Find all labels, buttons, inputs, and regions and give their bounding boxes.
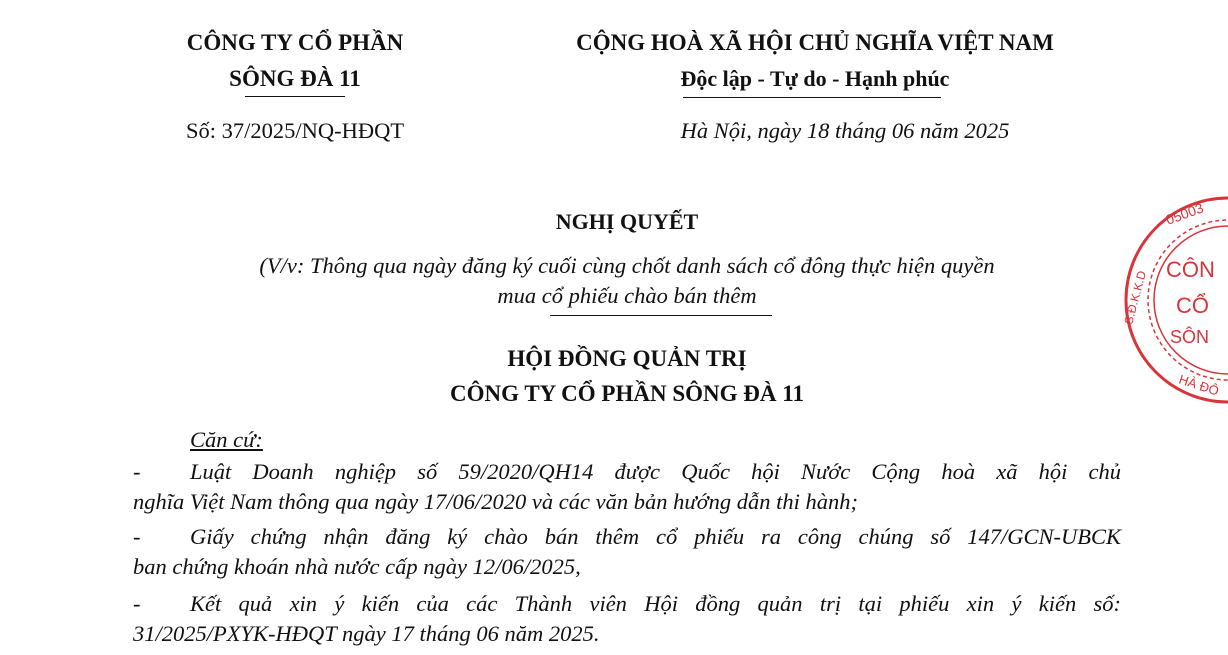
- document-number: Số: 37/2025/NQ-HĐQT: [185, 118, 405, 143]
- subject-line1: (V/v: Thông qua ngày đăng ký cuối cùng chốt danh sách cổ đông thực hiện quyền: [259, 253, 995, 278]
- company-seal-icon: [1108, 195, 1228, 405]
- basis-item-3-line1: Kết quả xin ý kiến của các Thành viên Hội đồng quản trị tại phiếu xin ý kiến số:: [190, 591, 1121, 616]
- svg-text:05003: 05003: [1163, 199, 1206, 228]
- basis-item-2-line1: Giấy chứng nhận đăng ký chào bán thêm cổ phiếu ra công chúng số 147/GCN-UBCK: [190, 524, 1121, 549]
- svg-text:CỔ: CỔ: [1176, 293, 1209, 318]
- subject-underline: [550, 315, 772, 316]
- basis-item-1-line1: Luật Doanh nghiệp số 59/2020/QH14 được Quốc hội Nước Cộng hoà xã hội chủ: [190, 459, 1121, 484]
- basis-item-3: [133, 589, 1121, 649]
- svg-text:SÔN: SÔN: [1170, 327, 1210, 347]
- resolution-heading: NGHỊ QUYẾT: [555, 209, 699, 234]
- basis-label: Căn cứ:: [190, 427, 263, 452]
- basis-item-2-line2: ban chứng khoán nhà nước cấp ngày 12/06/2025,: [133, 554, 581, 579]
- list-dash: -: [133, 524, 141, 549]
- national-title: CỘNG HOÀ XÃ HỘI CHỦ NGHĨA VIỆT NAM: [576, 30, 1054, 55]
- basis-item-3-line2: 31/2025/PXYK-HĐQT ngày 17 tháng 06 năm 2025.: [133, 621, 600, 646]
- board-company: CÔNG TY CỔ PHẦN SÔNG ĐÀ 11: [450, 381, 804, 406]
- basis-item-2: [133, 522, 1121, 582]
- company-name-line2: SÔNG ĐÀ 11: [229, 66, 361, 91]
- national-motto: Độc lập - Tự do - Hạnh phúc: [680, 66, 950, 91]
- subject-line2: mua cổ phiếu chào bán thêm: [497, 283, 757, 308]
- svg-text:HÀ ĐÔ: HÀ ĐÔ: [1177, 371, 1221, 399]
- list-dash: -: [133, 591, 141, 616]
- svg-text:CÔN: CÔN: [1166, 257, 1215, 282]
- list-dash: -: [133, 459, 141, 484]
- motto-underline: [683, 97, 941, 98]
- company-name-line1: CÔNG TY CỔ PHẦN: [186, 30, 404, 55]
- board-title: HỘI ĐỒNG QUẢN TRỊ: [507, 346, 747, 371]
- place-date: Hà Nội, ngày 18 tháng 06 năm 2025: [680, 118, 1010, 143]
- company-underline: [245, 96, 345, 97]
- basis-item-1: [133, 457, 1121, 517]
- svg-text:S.Đ.K.K.D: S.Đ.K.K.D: [1121, 269, 1150, 326]
- basis-item-1-line2: nghĩa Việt Nam thông qua ngày 17/06/2020 và các văn bản hướng dẫn thi hành;: [133, 489, 859, 514]
